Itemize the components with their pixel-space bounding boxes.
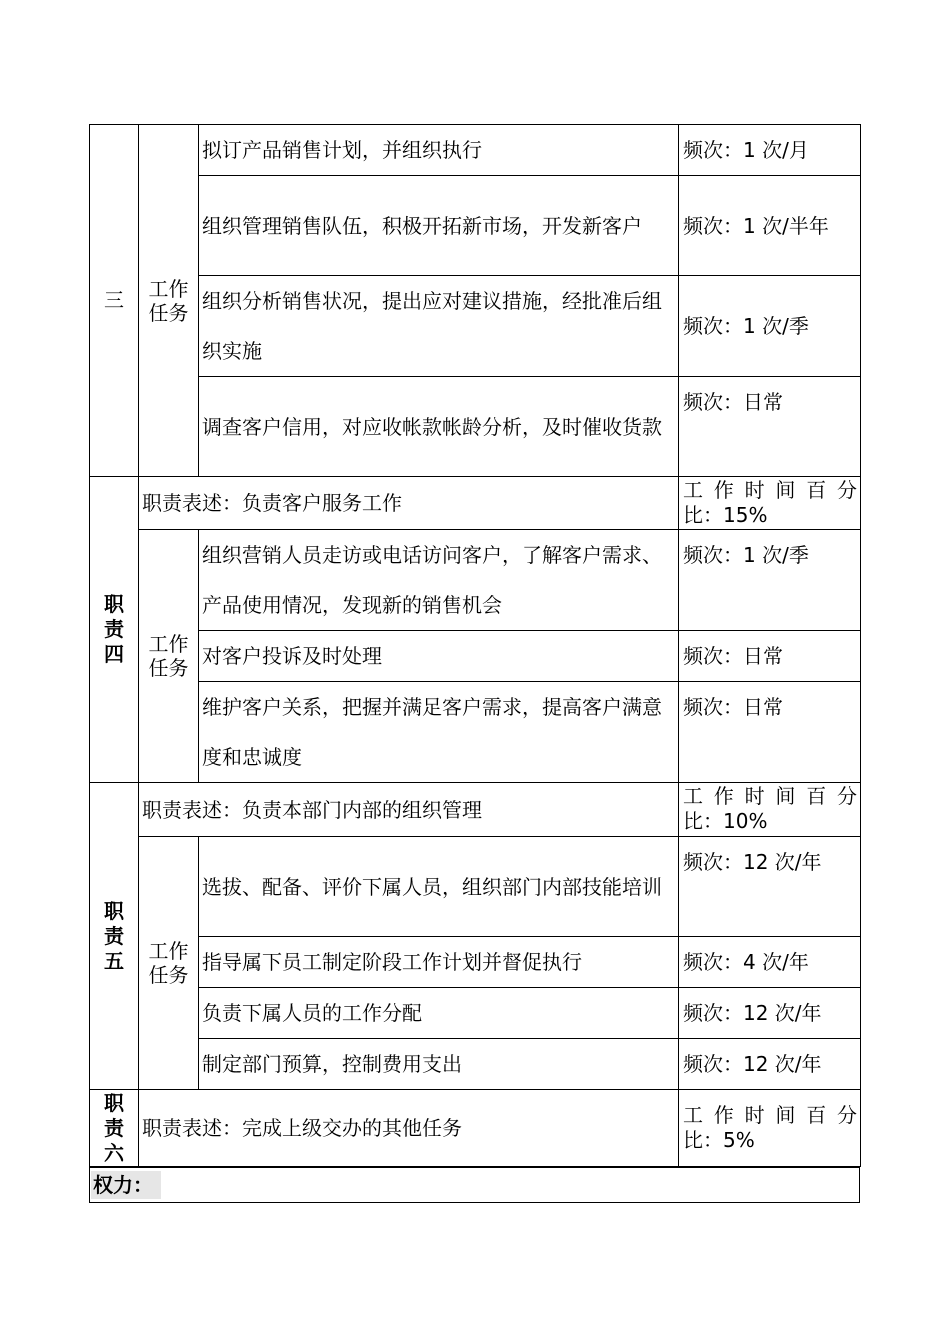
duty4-time-percentage: 工作时间百分 比：15% [679, 477, 861, 530]
duty5-freq-1: 频次：12 次/年 [679, 837, 861, 937]
table-row [90, 377, 861, 477]
table-row [90, 988, 861, 1039]
duty3-freq-2: 频次：1 次/半年 [679, 176, 861, 276]
duty5-task-label: 工作任务 [139, 837, 199, 1090]
duty3-task-2: 组织管理销售队伍，积极开拓新市场，开发新客户 [199, 176, 679, 276]
duty6-section: 职责六 [90, 1090, 139, 1167]
duty4-freq-1: 频次：1 次/季 [679, 530, 861, 631]
table-row [90, 276, 861, 377]
duty3-task-label: 工作任务 [139, 125, 199, 477]
table-row [90, 1039, 861, 1090]
duty3-section: 三 [90, 125, 139, 477]
duty4-description: 职责表述：负责客户服务工作 [139, 477, 679, 530]
duty4-freq-3: 频次：日常 [679, 682, 861, 783]
table-row [90, 125, 861, 176]
duty5-time-percentage: 工作时间百分 比：10% [679, 783, 861, 837]
duty5-description: 职责表述：负责本部门内部的组织管理 [139, 783, 679, 837]
duty6-description: 职责表述：完成上级交办的其他任务 [139, 1090, 679, 1167]
duty3-task-3: 组织分析销售状况，提出应对建议措施，经批准后组织实施 [199, 276, 679, 377]
duty5-task-3: 负责下属人员的工作分配 [199, 988, 679, 1039]
power-row [90, 1167, 860, 1203]
duty-document [89, 124, 860, 1203]
duty5-task-2: 指导属下员工制定阶段工作计划并督促执行 [199, 937, 679, 988]
duty5-task-1: 选拔、配备、评价下属人员，组织部门内部技能培训 [199, 837, 679, 937]
duty3-freq-3: 频次：1 次/季 [679, 276, 861, 377]
table-row [90, 783, 861, 837]
duty3-task-4: 调查客户信用，对应收帐款帐龄分析，及时催收货款 [199, 377, 679, 477]
duty5-freq-4: 频次：12 次/年 [679, 1039, 861, 1090]
table-row [90, 1167, 860, 1203]
table-row [90, 631, 861, 682]
table-row [90, 837, 861, 937]
table-row [90, 477, 861, 530]
duty5-section: 职责五 [90, 783, 139, 1090]
duty4-freq-2: 频次：日常 [679, 631, 861, 682]
duty4-task-label: 工作任务 [139, 530, 199, 783]
duty3-freq-4: 频次：日常 [679, 377, 861, 477]
duty5-freq-2: 频次：4 次/年 [679, 937, 861, 988]
power-label: 权力： [91, 1171, 161, 1199]
duty5-freq-3: 频次：12 次/年 [679, 988, 861, 1039]
duty3-task-1: 拟订产品销售计划，并组织执行 [199, 125, 679, 176]
table-row [90, 1090, 861, 1167]
table-row [90, 937, 861, 988]
power-table [89, 1166, 860, 1203]
table-row [90, 530, 861, 631]
table-row [90, 682, 861, 783]
duty6-time-percentage: 工作时间百分 比：5% [679, 1090, 861, 1167]
duty4-section: 职责四 [90, 477, 139, 783]
duty5-task-4: 制定部门预算，控制费用支出 [199, 1039, 679, 1090]
table-row [90, 176, 861, 276]
duty4-task-3: 维护客户关系，把握并满足客户需求，提高客户满意度和忠诚度 [199, 682, 679, 783]
duty3-freq-1: 频次：1 次/月 [679, 125, 861, 176]
duty4-task-1: 组织营销人员走访或电话访问客户，了解客户需求、产品使用情况，发现新的销售机会 [199, 530, 679, 631]
duty-table [89, 124, 861, 1167]
duty4-task-2: 对客户投诉及时处理 [199, 631, 679, 682]
